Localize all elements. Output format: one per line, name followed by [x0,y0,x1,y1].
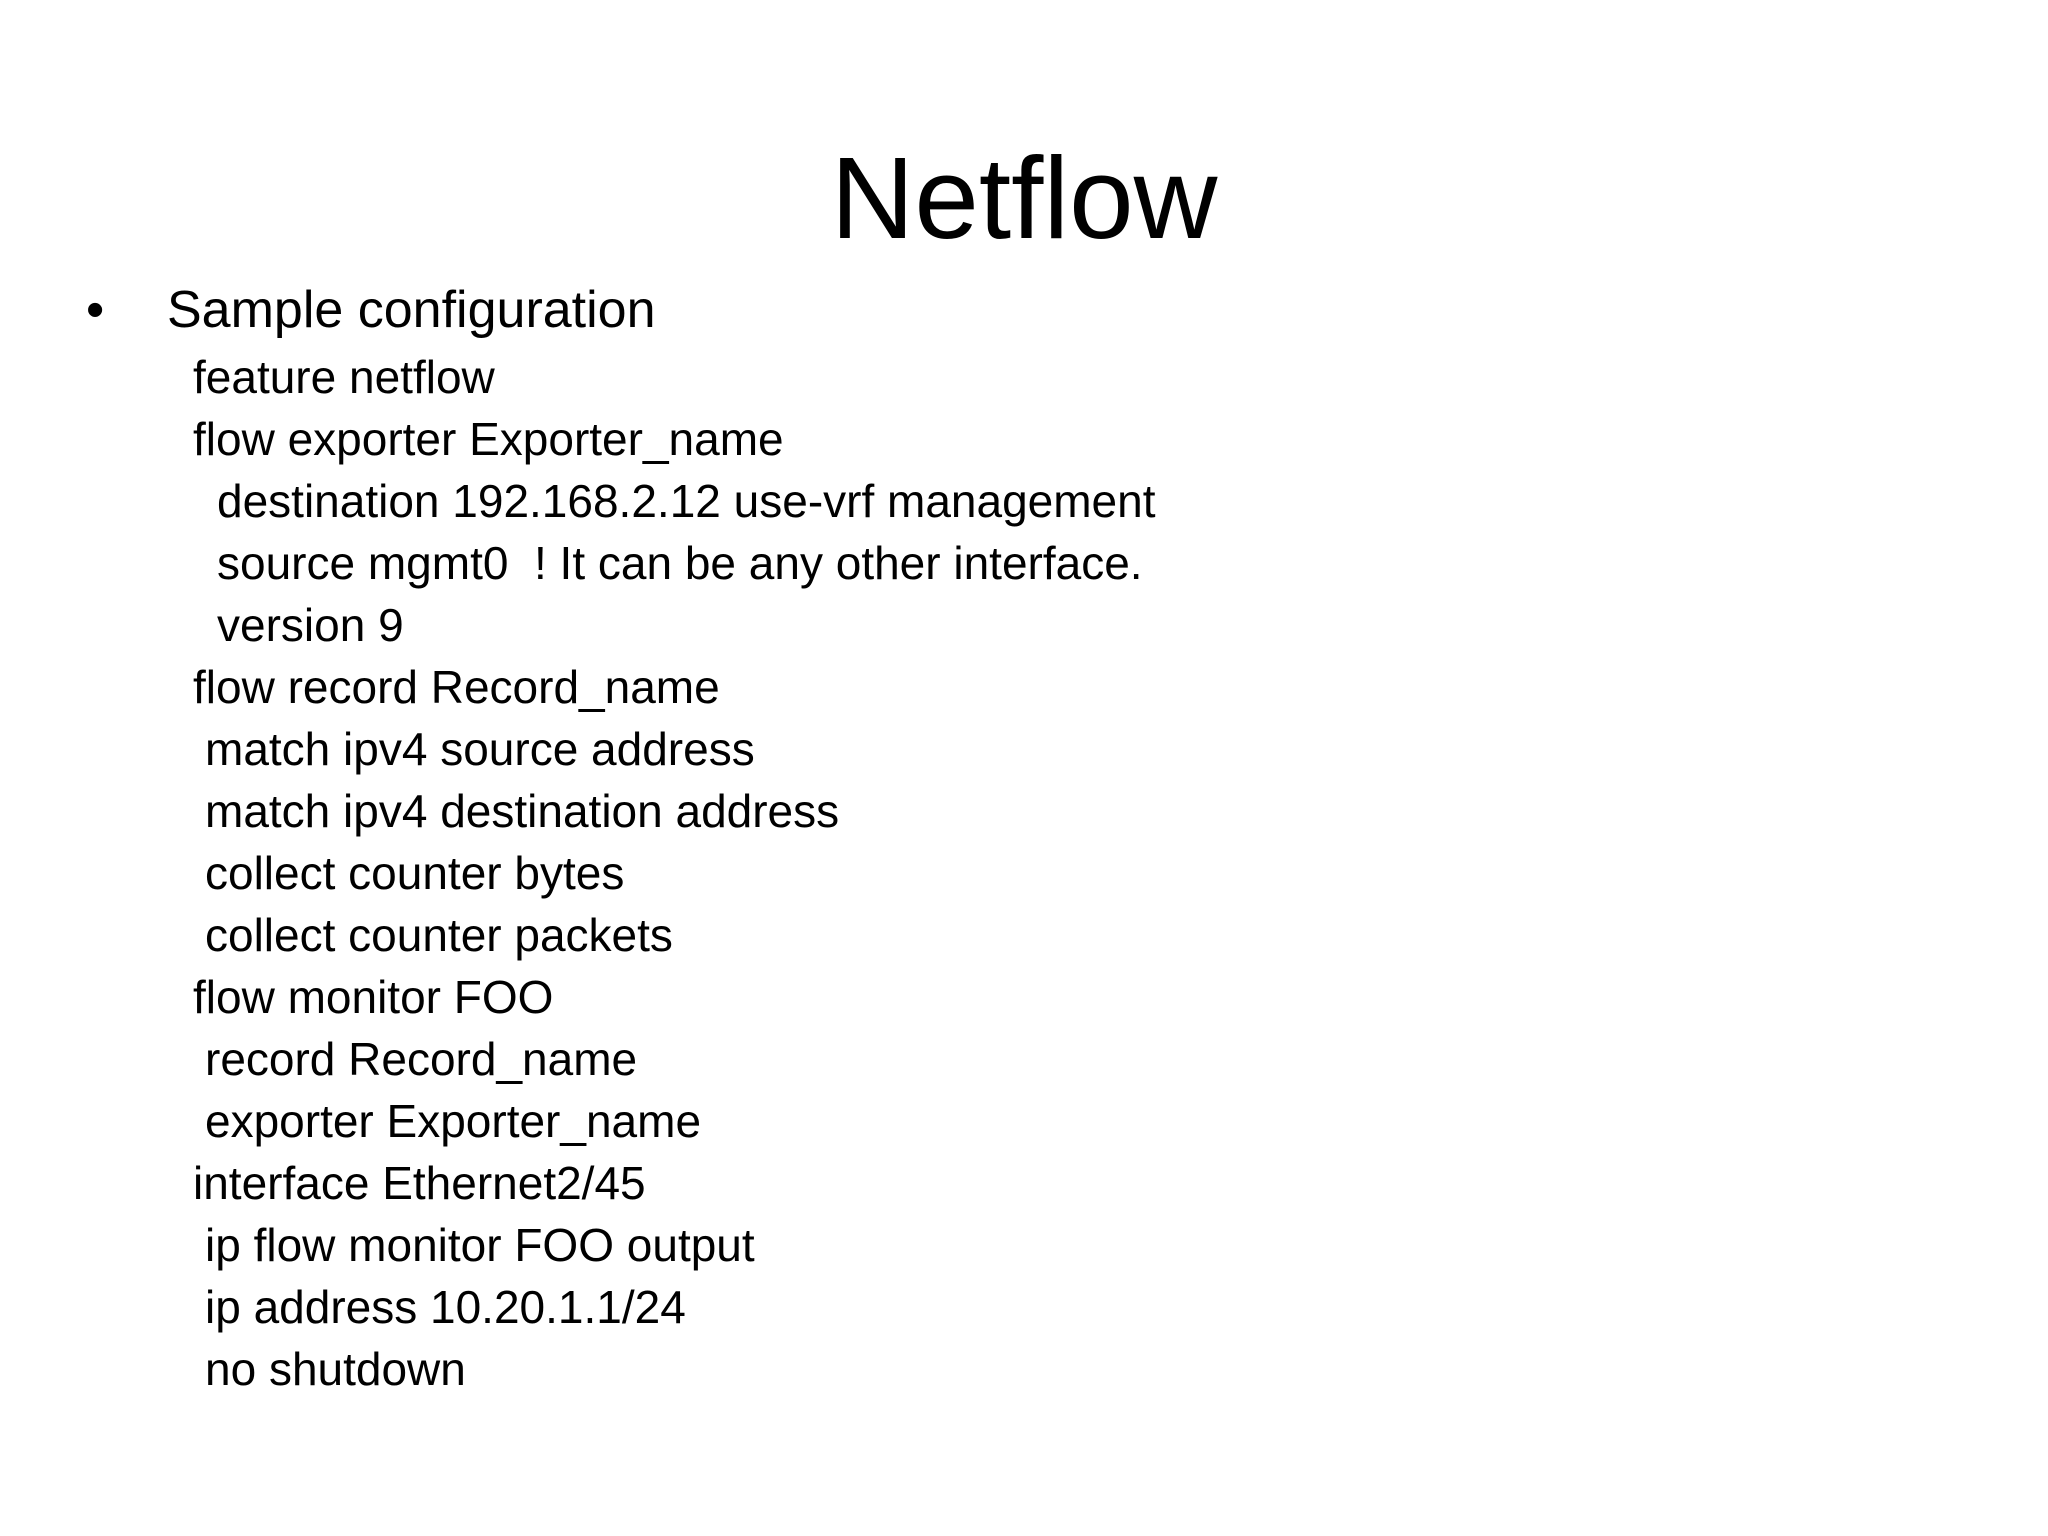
config-line: flow exporter Exporter_name [193,413,784,465]
config-line: collect counter packets [205,909,673,961]
config-line: match ipv4 destination address [205,785,840,837]
config-line: collect counter bytes [205,847,625,899]
config-line: ip address 10.20.1.1/24 [205,1281,686,1333]
config-line: flow monitor FOO [193,971,554,1023]
config-line: flow record Record_name [193,661,720,713]
config-line: source mgmt0 ! It can be any other interface. [217,537,1143,589]
bullet-text: Sample configuration [167,281,656,339]
config-line: destination 192.168.2.12 use-vrf management [217,475,1156,527]
config-line: no shutdown [205,1343,466,1395]
config-line: interface Ethernet2/45 [193,1157,646,1209]
config-line: feature netflow [193,351,495,403]
bullet-marker: • [86,281,105,339]
config-line: version 9 [217,599,404,651]
config-line: record Record_name [205,1033,638,1085]
config-line: match ipv4 source address [205,723,755,775]
config-line: exporter Exporter_name [205,1095,702,1147]
slide-title: Netflow [830,133,1218,263]
config-line: ip flow monitor FOO output [205,1219,755,1271]
